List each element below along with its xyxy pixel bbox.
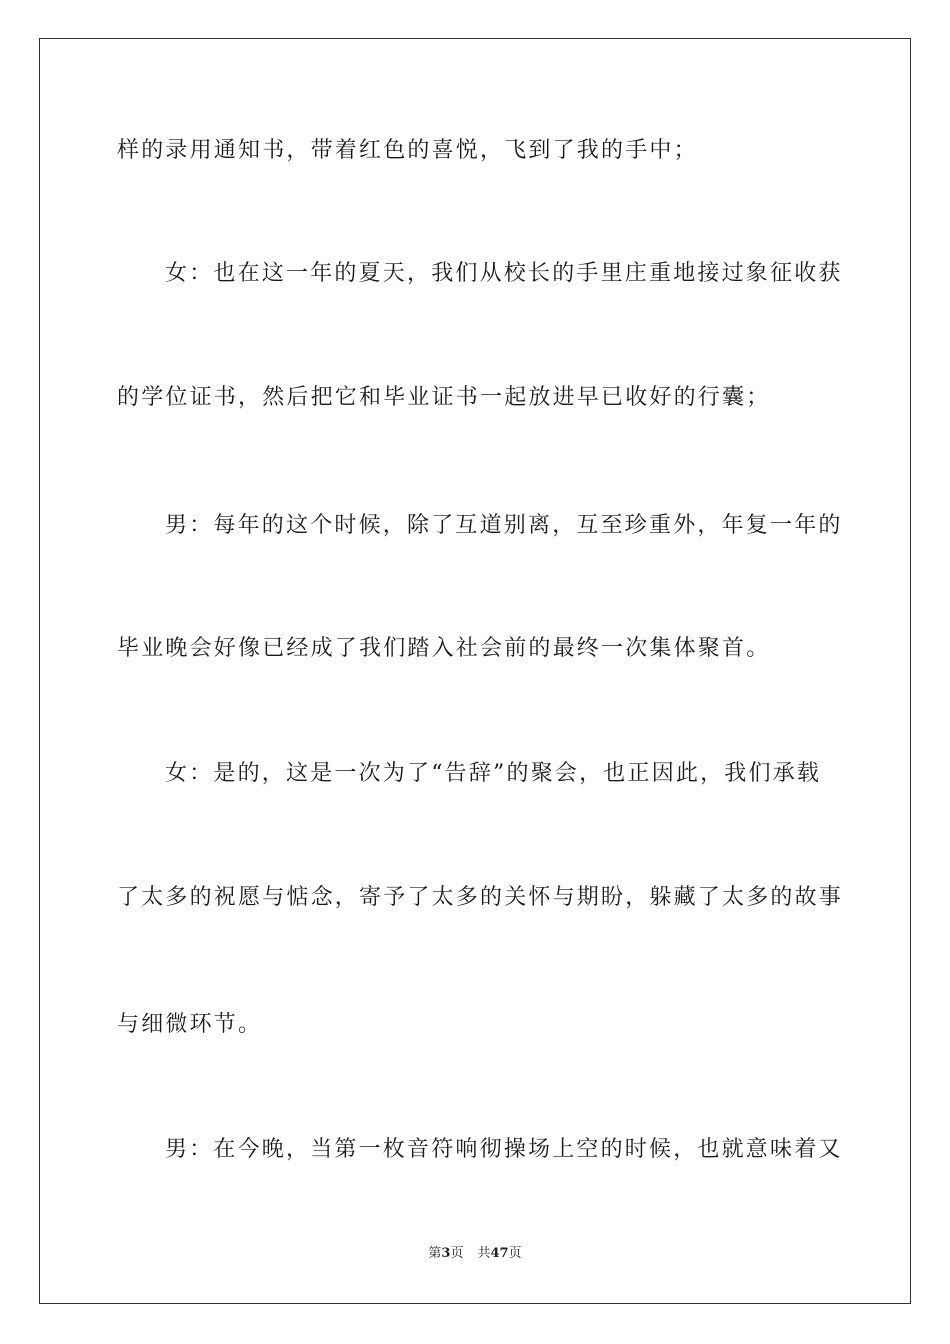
page-number: 3 bbox=[441, 1246, 451, 1261]
text-line-5: 毕业晚会好像已经成了我们踏入社会前的最终一次集体聚首。 bbox=[117, 636, 771, 661]
total-prefix: 共 bbox=[477, 1246, 491, 1261]
total-suffix: 页 bbox=[508, 1246, 522, 1261]
page-frame bbox=[39, 38, 911, 1304]
text-line-9: 男：在今晚，当第一枚音符响彻操场上空的时候，也就意味着又 bbox=[165, 1137, 843, 1162]
total-pages: 47 bbox=[490, 1246, 509, 1261]
page-footer bbox=[0, 1245, 950, 1263]
text-line-1: 样的录用通知书，带着红色的喜悦，飞到了我的手中； bbox=[117, 138, 698, 163]
text-line-6: 女：是的，这是一次为了“告辞”的聚会，也正因此，我们承载 bbox=[165, 761, 822, 786]
page-prefix: 第 bbox=[428, 1246, 442, 1261]
text-line-4: 男：每年的这个时候，除了互道别离，互至珍重外，年复一年的 bbox=[165, 513, 843, 538]
text-line-7: 了太多的祝愿与惦念，寄予了太多的关怀与期盼，躲藏了太多的故事 bbox=[117, 885, 844, 910]
page-suffix: 页 bbox=[450, 1246, 464, 1261]
text-line-8: 与细微环节。 bbox=[117, 1012, 263, 1037]
text-line-2: 女：也在这一年的夏天，我们从校长的手里庄重地接过象征收获 bbox=[165, 261, 843, 286]
text-line-3: 的学位证书，然后把它和毕业证书一起放进早已收好的行囊； bbox=[117, 385, 771, 410]
